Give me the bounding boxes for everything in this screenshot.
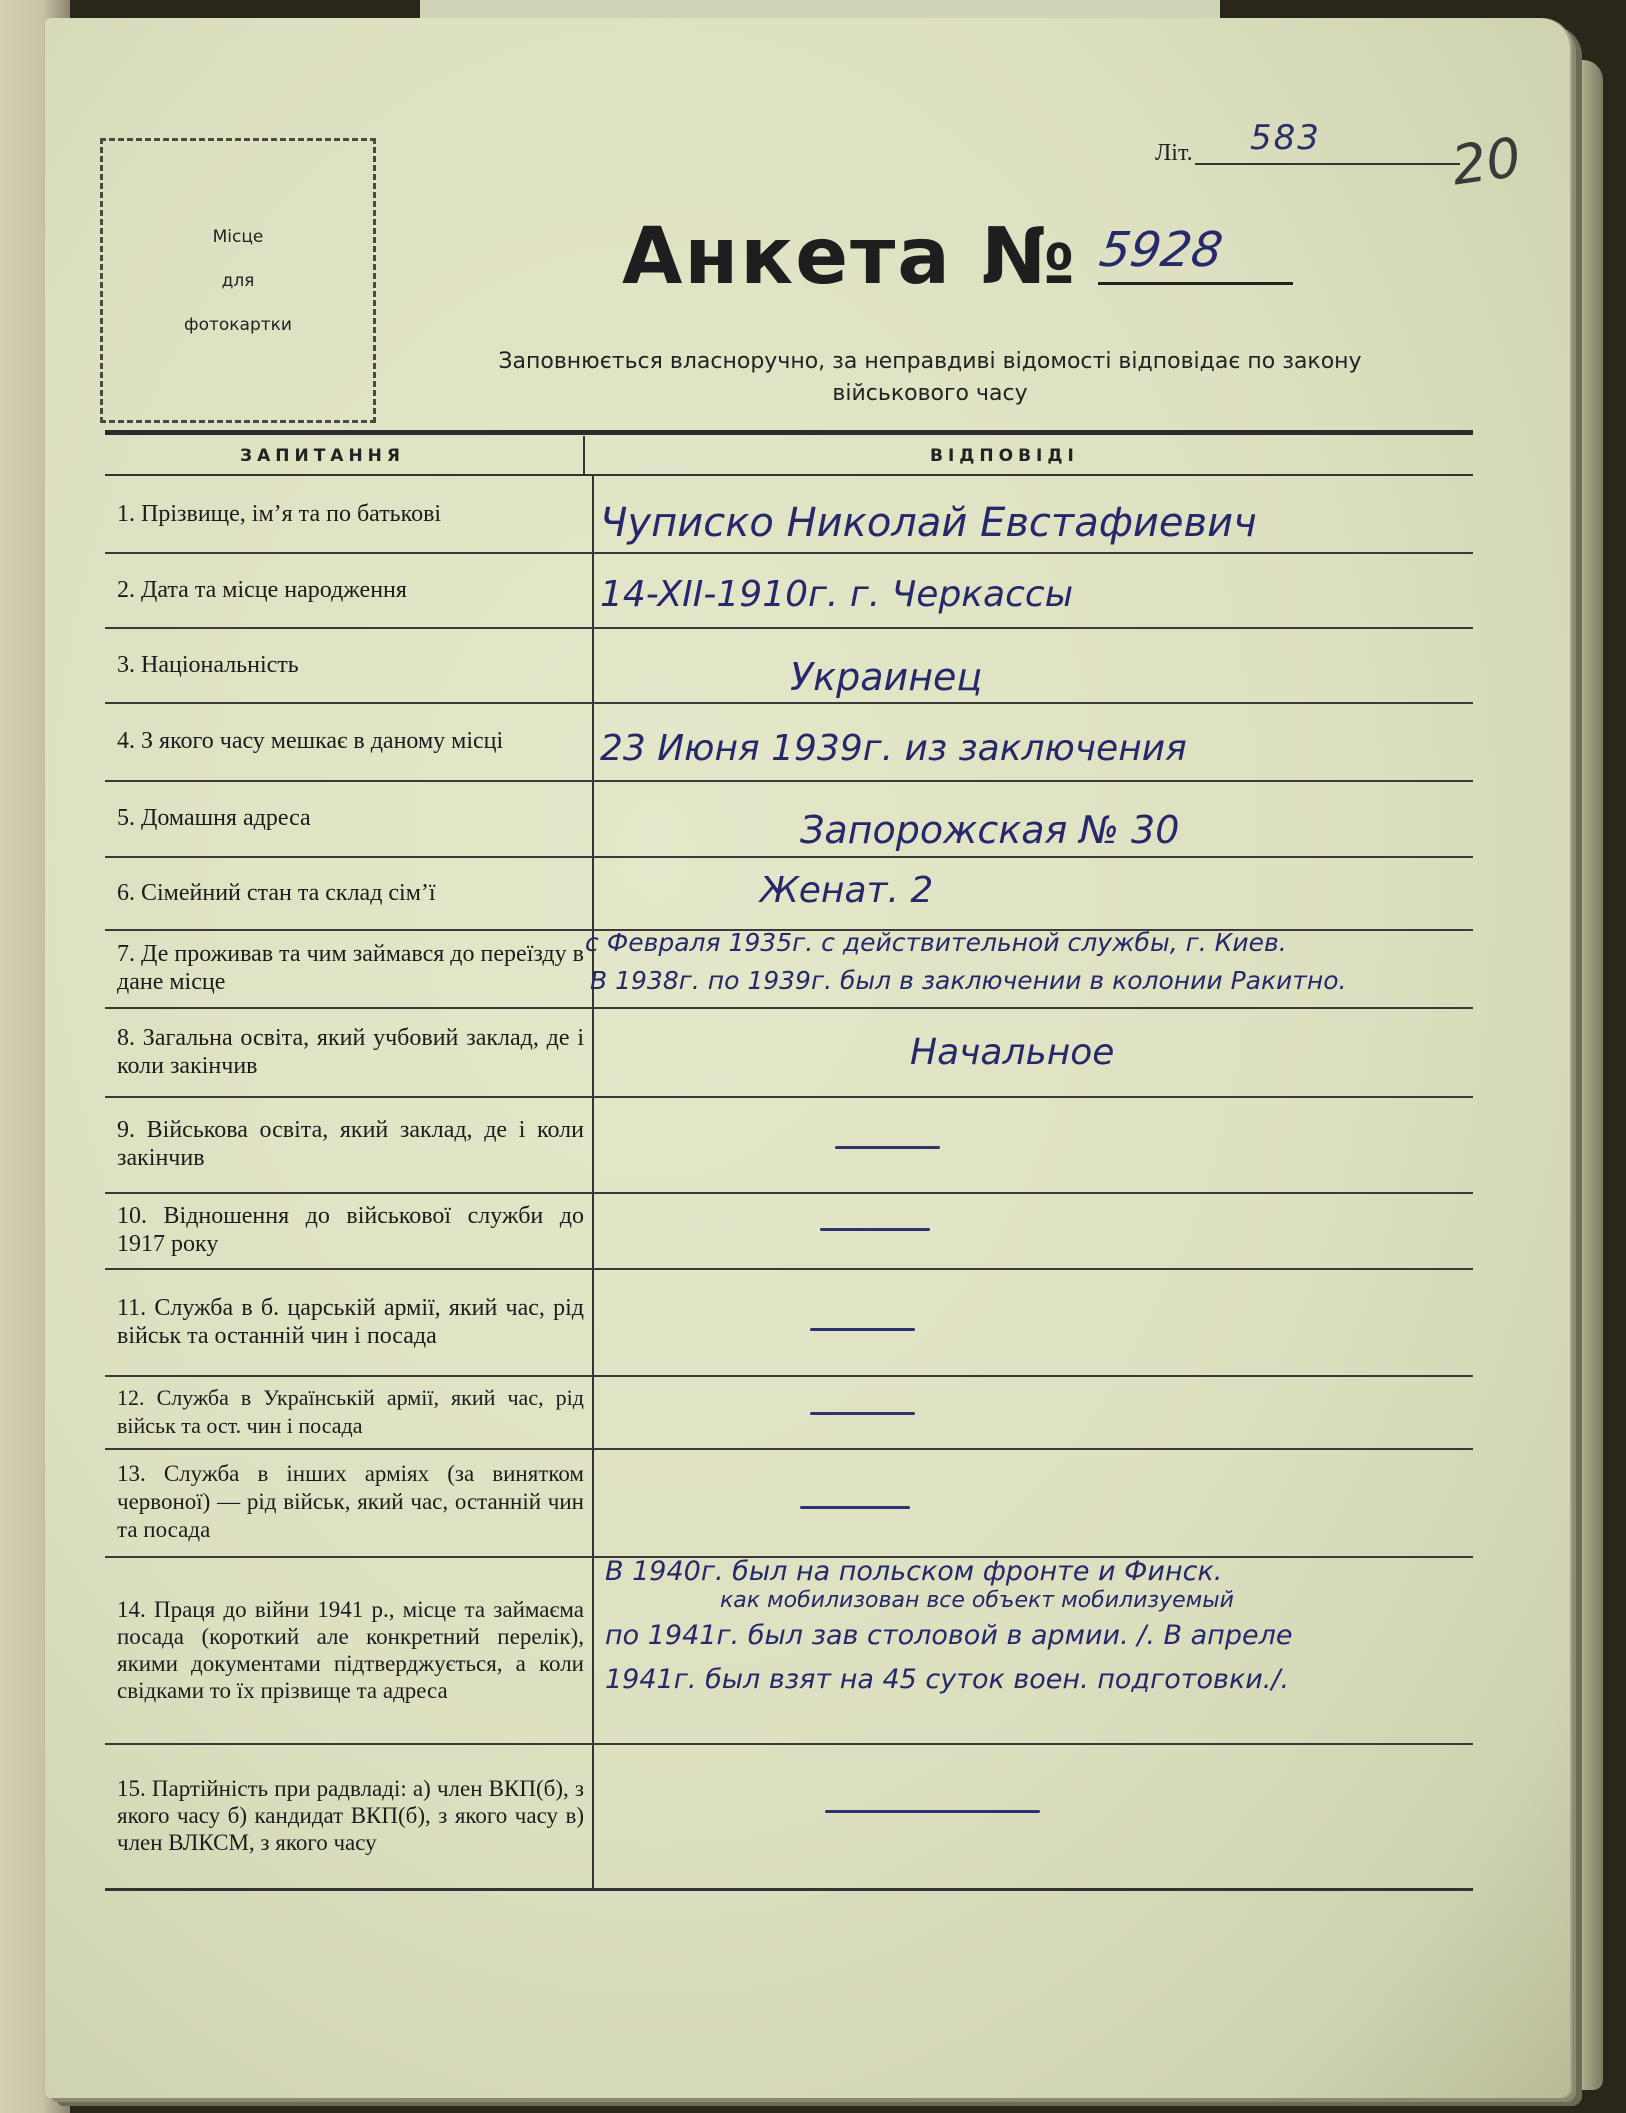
question-10: 10. Відношення до військової служби до 1917 року	[117, 1203, 584, 1257]
question-11: 11. Служба в б. царській армії, який час, рід військ та останній чин і посада	[117, 1294, 584, 1349]
answer-13-dash	[800, 1506, 910, 1509]
answer-7-line-1: с Февраля 1935г. с действительной службы, г. Киев.	[585, 928, 1287, 957]
question-13: 13. Служба в інших арміях (за винятком червоної) — рід військ, який час, останній чин та посада	[117, 1461, 584, 1542]
answer-5: Запорожская № 30	[800, 808, 1180, 852]
answer-12-dash	[810, 1412, 915, 1415]
question-8: 8. Загальна освіта, який учбовий заклад, де і коли закінчив	[117, 1024, 584, 1079]
column-divider	[592, 476, 594, 1888]
answer-3: Украинец	[790, 655, 983, 699]
answer-11-dash	[810, 1328, 915, 1331]
column-header-answer: ВІДПОВІДІ	[930, 446, 1079, 466]
question-4: 4. З якого часу мешкає в даному місці	[117, 728, 504, 754]
corner-number: 20	[1447, 125, 1525, 198]
answer-14-line-4: 1941г. был взят на 45 суток воен. подготовки./.	[605, 1664, 1290, 1695]
answer-10-dash	[820, 1228, 930, 1231]
question-6: 6. Сімейний стан та склад сім’ї	[117, 879, 436, 906]
photo-label-2: для	[221, 270, 255, 291]
answer-14-line-1: В 1940г. был на польском фронте и Финск.	[605, 1556, 1223, 1587]
answer-15-dash	[825, 1810, 1040, 1813]
table-bottom-rule	[105, 1888, 1473, 1891]
question-1: 1. Прізвище, ім’я та по батькові	[117, 501, 442, 527]
title-number-underline	[1098, 282, 1293, 285]
question-7: 7. Де проживав та чим займався до переїзду в дане місце	[117, 941, 584, 995]
photo-label-1: Місце	[212, 226, 264, 247]
column-header-question: ЗАПИТАННЯ	[240, 446, 405, 466]
table-top-rule	[105, 430, 1473, 435]
form-number: 5928	[1096, 222, 1227, 278]
lit-value: 583	[1250, 118, 1321, 158]
photo-placeholder	[100, 138, 376, 423]
question-15: 15. Партійність при радвладі: а) член ВКП(б), з якого часу б) кандидат ВКП(б), з якого часу в) член ВЛКСМ, з якого часу	[117, 1776, 584, 1855]
answer-6: Женат. 2	[760, 870, 934, 911]
photo-label-3: фотокартки	[184, 314, 292, 335]
question-9: 9. Військова освіта, який заклад, де і коли закінчив	[117, 1117, 584, 1171]
answer-14-line-2: как мобилизован все объект мобилизуемый	[720, 1588, 1234, 1613]
answer-9-dash	[835, 1146, 940, 1149]
form-subtitle	[410, 346, 1450, 410]
answer-14-line-3: по 1941г. был зав столовой в армии. /. В апреле	[605, 1620, 1293, 1651]
answer-1: Чуписко Николай Евстафиевич	[600, 500, 1257, 546]
answer-7-line-2: В 1938г. по 1939г. был в заключении в колонии Ракитно.	[590, 966, 1347, 995]
question-5: 5. Домашня адреса	[117, 805, 311, 831]
subtitle-line-1: Заповнюється власноручно, за неправдиві відомості відповідає по закону	[498, 349, 1362, 374]
header-divider	[583, 436, 585, 475]
answer-8: Начальное	[910, 1032, 1115, 1073]
lit-underline	[1195, 163, 1460, 165]
question-12: 12. Служба в Українській армії, який час, рід військ та ост. чин і посада	[117, 1384, 584, 1438]
answer-4: 23 Июня 1939г. из заключения	[600, 728, 1187, 769]
answer-2: 14-XII-1910г. г. Черкассы	[600, 574, 1074, 615]
question-2: 2. Дата та місце народження	[117, 576, 407, 603]
subtitle-line-2: військового часу	[832, 381, 1028, 406]
lit-label: Літ.	[1155, 140, 1193, 166]
form-title: Анкета №	[622, 212, 1077, 302]
question-3: 3. Національність	[117, 651, 299, 678]
question-14: 14. Праця до війни 1941 р., місце та займаєма посада (короткий але конкретний перелік), якими документами підтверджується, а коли свідками то їх прізвище та адреса	[117, 1596, 584, 1703]
